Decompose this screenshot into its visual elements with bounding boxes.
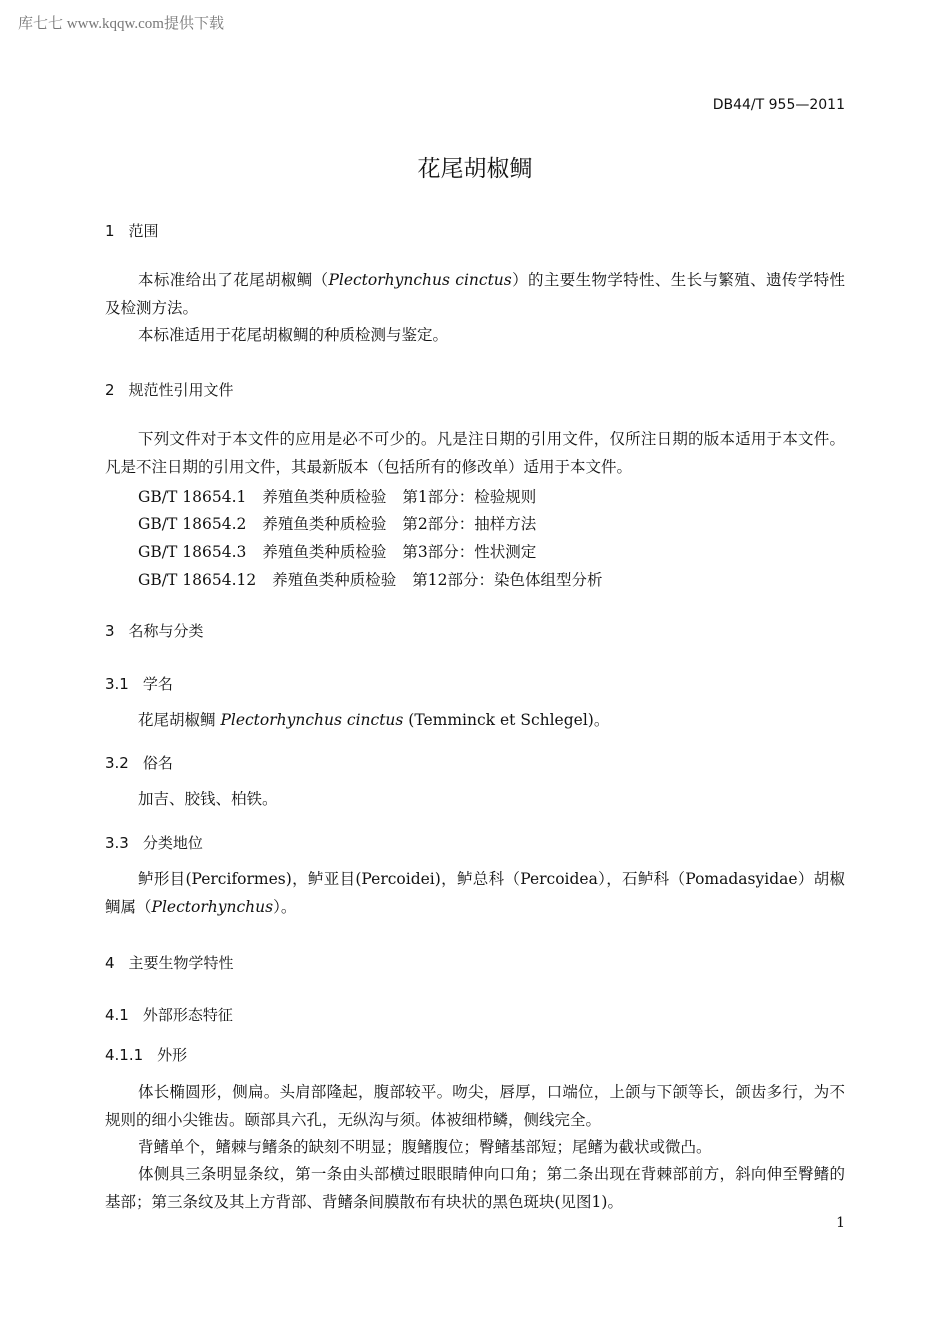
section-4-1-1-heading xyxy=(105,1044,187,1065)
section-number: 1 xyxy=(105,222,115,240)
section-number: 4 xyxy=(105,954,115,972)
section-title: 范围 xyxy=(128,222,159,240)
genus-name: Plectorhynchus xyxy=(151,897,274,916)
section-4-1-heading xyxy=(105,1004,233,1025)
document-title: 花尾胡椒鲷 xyxy=(417,156,533,182)
section-3-3-heading xyxy=(105,832,203,853)
section-2-heading xyxy=(105,379,234,400)
text: ）的主要生物学特性、生长与繁殖、遗传学特性及检测方法。 xyxy=(105,271,845,317)
section-title: 外部形态特征 xyxy=(142,1006,233,1024)
section-1-heading xyxy=(105,220,159,241)
morphology-paragraph-2: 背鳍单个，鳍棘与鳍条的缺刻不明显；腹鳍腹位；臀鳍基部短；尾鳍为截状或微凸。 xyxy=(138,1138,712,1156)
scope-paragraph-1 xyxy=(105,267,845,322)
scope-paragraph-2: 本标准适用于花尾胡椒鲷的种质检测与鉴定。 xyxy=(138,326,449,344)
section-title: 名称与分类 xyxy=(128,622,204,640)
ref-code: GB/T 18654.2 xyxy=(138,515,247,533)
ref-name: 养殖鱼类种质检验 xyxy=(262,488,387,506)
standard-code: DB44/T 955—2011 xyxy=(712,97,845,113)
section-title: 主要生物学特性 xyxy=(128,954,234,972)
section-title: 分类地位 xyxy=(142,834,203,852)
section-3-2-heading xyxy=(105,752,173,773)
ref-name: 养殖鱼类种质检验 xyxy=(262,543,387,561)
section-title: 学名 xyxy=(142,675,173,693)
taxonomy-paragraph xyxy=(105,866,845,921)
ref-part: 第2部分：抽样方法 xyxy=(402,515,537,533)
text: 鲈形目(Perciformes)，鲈亚目(Percoidei)，鲈总科（Percoidea），石鲈科（Pomadasyidae）胡椒鲷属（ xyxy=(105,870,845,916)
species-name: Plectorhynchus cinctus xyxy=(220,711,404,729)
ref-part: 第12部分：染色体组型分析 xyxy=(412,571,603,589)
ref-code: GB/T 18654.12 xyxy=(138,571,257,589)
section-number: 3 xyxy=(105,622,115,640)
ref-name: 养殖鱼类种质检验 xyxy=(272,571,397,589)
reference-item xyxy=(138,568,618,590)
morphology-paragraph-3: 体侧具三条明显条纹，第一条由头部横过眼眼睛伸向口角；第二条出现在背棘部前方，斜向伸至臀鳍的基部；第三条纹及其上方背部、背鳍条间膜散布有块状的黑色斑块(见图1)。 xyxy=(105,1165,845,1211)
section-number: 4.1 xyxy=(105,1006,129,1024)
scientific-name xyxy=(105,707,845,735)
normative-paragraph: 下列文件对于本文件的应用是必不可少的。凡是注日期的引用文件，仅所注日期的版本适用于本文件。凡是不注日期的引用文件，其最新版本（包括所有的修改单）适用于本文件。 xyxy=(105,430,845,476)
section-number: 2 xyxy=(105,381,115,399)
section-title: 俗名 xyxy=(142,754,173,772)
ref-part: 第1部分：检验规则 xyxy=(402,488,537,506)
reference-item xyxy=(138,512,552,534)
section-title: 外形 xyxy=(157,1046,188,1064)
ref-code: GB/T 18654.3 xyxy=(138,543,247,561)
section-4-heading xyxy=(105,952,234,973)
section-number: 3.1 xyxy=(105,675,129,693)
text: 本标准给出了花尾胡椒鲷（ xyxy=(138,271,329,289)
section-number: 4.1.1 xyxy=(105,1046,144,1064)
section-3-1-heading xyxy=(105,673,173,694)
species-name: Plectorhynchus cinctus xyxy=(328,271,512,289)
text: ）。 xyxy=(273,897,297,916)
text: 花尾胡椒鲷 xyxy=(138,711,221,729)
text: (Temminck et Schlegel)。 xyxy=(403,711,610,729)
ref-code: GB/T 18654.1 xyxy=(138,488,247,506)
section-3-heading xyxy=(105,620,204,641)
common-names: 加吉、胶钱、柏铁。 xyxy=(138,790,278,808)
reference-item xyxy=(138,540,552,562)
ref-part: 第3部分：性状测定 xyxy=(402,543,537,561)
morphology-paragraph-1: 体长椭圆形，侧扁。头肩部隆起，腹部较平。吻尖，唇厚，口端位，上颌与下颌等长，颌齿多行，为不规则的细小尖锥齿。颐部具六孔，无纵沟与须。体被细栉鳞，侧线完全。 xyxy=(105,1083,845,1129)
section-number: 3.2 xyxy=(105,754,129,772)
section-title: 规范性引用文件 xyxy=(128,381,234,399)
reference-item xyxy=(138,485,552,507)
section-number: 3.3 xyxy=(105,834,129,852)
watermark: 库七七 www.kqqw.com提供下载 xyxy=(18,16,224,32)
ref-name: 养殖鱼类种质检验 xyxy=(262,515,387,533)
page-number: 1 xyxy=(836,1215,845,1231)
